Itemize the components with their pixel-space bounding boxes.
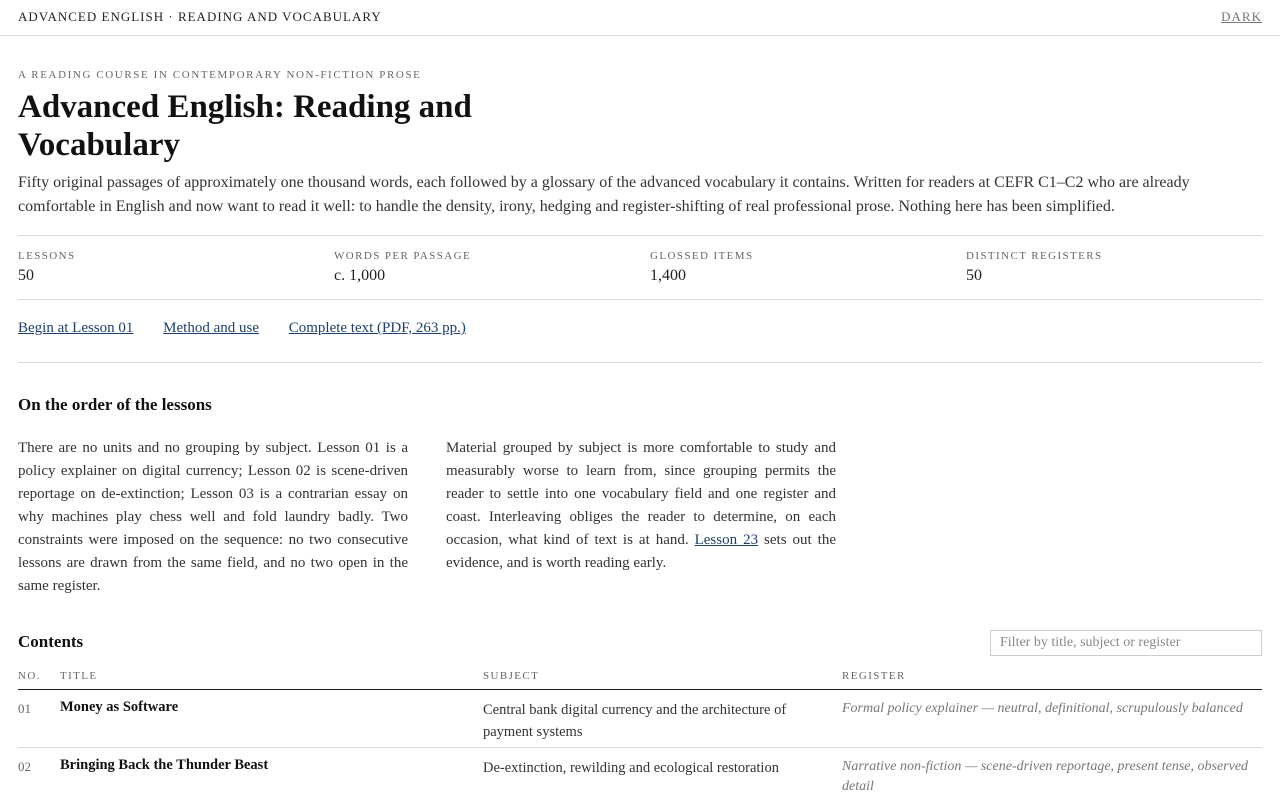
- column-header-register[interactable]: REGISTER: [842, 670, 906, 682]
- course-description: Fifty original passages of approximately one thousand words, each followed by a glossary of the advanced vocabulary it contains. Written for readers at CEFR C1–C2 who are already comfortable in English and now want to read it well: to handle the density, irony, hedging and register-shifting of real professional prose. Nothing here has been simplified.: [18, 174, 1190, 215]
- stat-glossed-items: [650, 250, 753, 285]
- lesson-title[interactable]: Bringing Back the Thunder Beast: [60, 757, 269, 773]
- stat-value: 50: [18, 267, 34, 284]
- contents-table-header: [18, 669, 1262, 690]
- begin-lesson-link[interactable]: Begin at Lesson 01: [18, 320, 134, 336]
- course-stats: [18, 235, 1262, 300]
- lesson-subject: De-extinction, rewilding and ecological restoration: [483, 760, 779, 776]
- lesson-subject: Central bank digital currency and the architecture of payment systems: [483, 702, 787, 740]
- primary-links: [18, 320, 492, 337]
- site-brand[interactable]: ADVANCED ENGLISH · READING AND VOCABULARY: [18, 9, 382, 24]
- stat-lessons: [18, 250, 75, 285]
- lesson-title[interactable]: Money as Software: [60, 699, 179, 715]
- lesson-register: Formal policy explainer — neutral, definitional, scrupulously balanced: [842, 701, 1243, 716]
- column-header-subject[interactable]: SUBJECT: [483, 670, 540, 682]
- column-header-title[interactable]: TITLE: [60, 670, 98, 682]
- order-text: Material grouped by subject is more comfortable to study and measurably worse to learn from, since grouping permits the reader to settle into one vocabulary field and one register and coast. Interleaving obliges the reader to determine, on each occasion, what kind of text is at hand.: [446, 440, 836, 548]
- stat-label: GLOSSED ITEMS: [650, 250, 754, 262]
- contents-heading: Contents: [18, 632, 84, 651]
- section-divider: [18, 362, 1262, 363]
- method-link[interactable]: Method and use: [163, 320, 259, 336]
- stat-label: DISTINCT REGISTERS: [966, 250, 1103, 262]
- lesson-23-link[interactable]: Lesson 23: [694, 532, 759, 548]
- top-bar: [0, 0, 1280, 36]
- stat-value: 1,400: [650, 267, 686, 284]
- lesson-number: 02: [18, 759, 31, 774]
- order-heading: On the order of the lessons: [18, 395, 212, 414]
- order-text: sets out the evidence, and is worth reading early.: [446, 532, 837, 571]
- table-row[interactable]: [18, 748, 1262, 800]
- dark-mode-toggle[interactable]: DARK: [1221, 9, 1262, 24]
- stat-distinct-registers: [966, 250, 1103, 285]
- lesson-register: Narrative non-fiction — scene-driven reportage, present tense, observed detail: [842, 759, 1249, 794]
- lesson-number: 01: [18, 701, 31, 716]
- pdf-download-link[interactable]: Complete text (PDF, 263 pp.): [288, 320, 466, 336]
- stat-label: LESSONS: [18, 250, 76, 262]
- filter-input[interactable]: [990, 630, 1262, 656]
- stat-value: 50: [966, 267, 982, 284]
- page-title: Advanced English: Reading and Vocabulary: [18, 89, 472, 163]
- table-row[interactable]: [18, 690, 1262, 748]
- course-kicker: A READING COURSE IN CONTEMPORARY NON-FICTION PROSE: [18, 69, 422, 81]
- order-column-2: [446, 437, 836, 575]
- stat-words-per-passage: [334, 250, 471, 285]
- column-header-no[interactable]: NO.: [18, 670, 41, 682]
- stat-label: WORDS PER PASSAGE: [334, 250, 472, 262]
- order-column-1: There are no units and no grouping by subject. Lesson 01 is a policy explainer on digital currency; Lesson 02 is scene-driven reportage on de-extinction; Lesson 03 is a contrarian essay on why machines play chess well and fold laundry badly. Two constraints were imposed on the sequence: no two consecutive lessons are drawn from the same field, and no two open in the same register.: [18, 440, 408, 594]
- stat-value: c. 1,000: [334, 267, 386, 284]
